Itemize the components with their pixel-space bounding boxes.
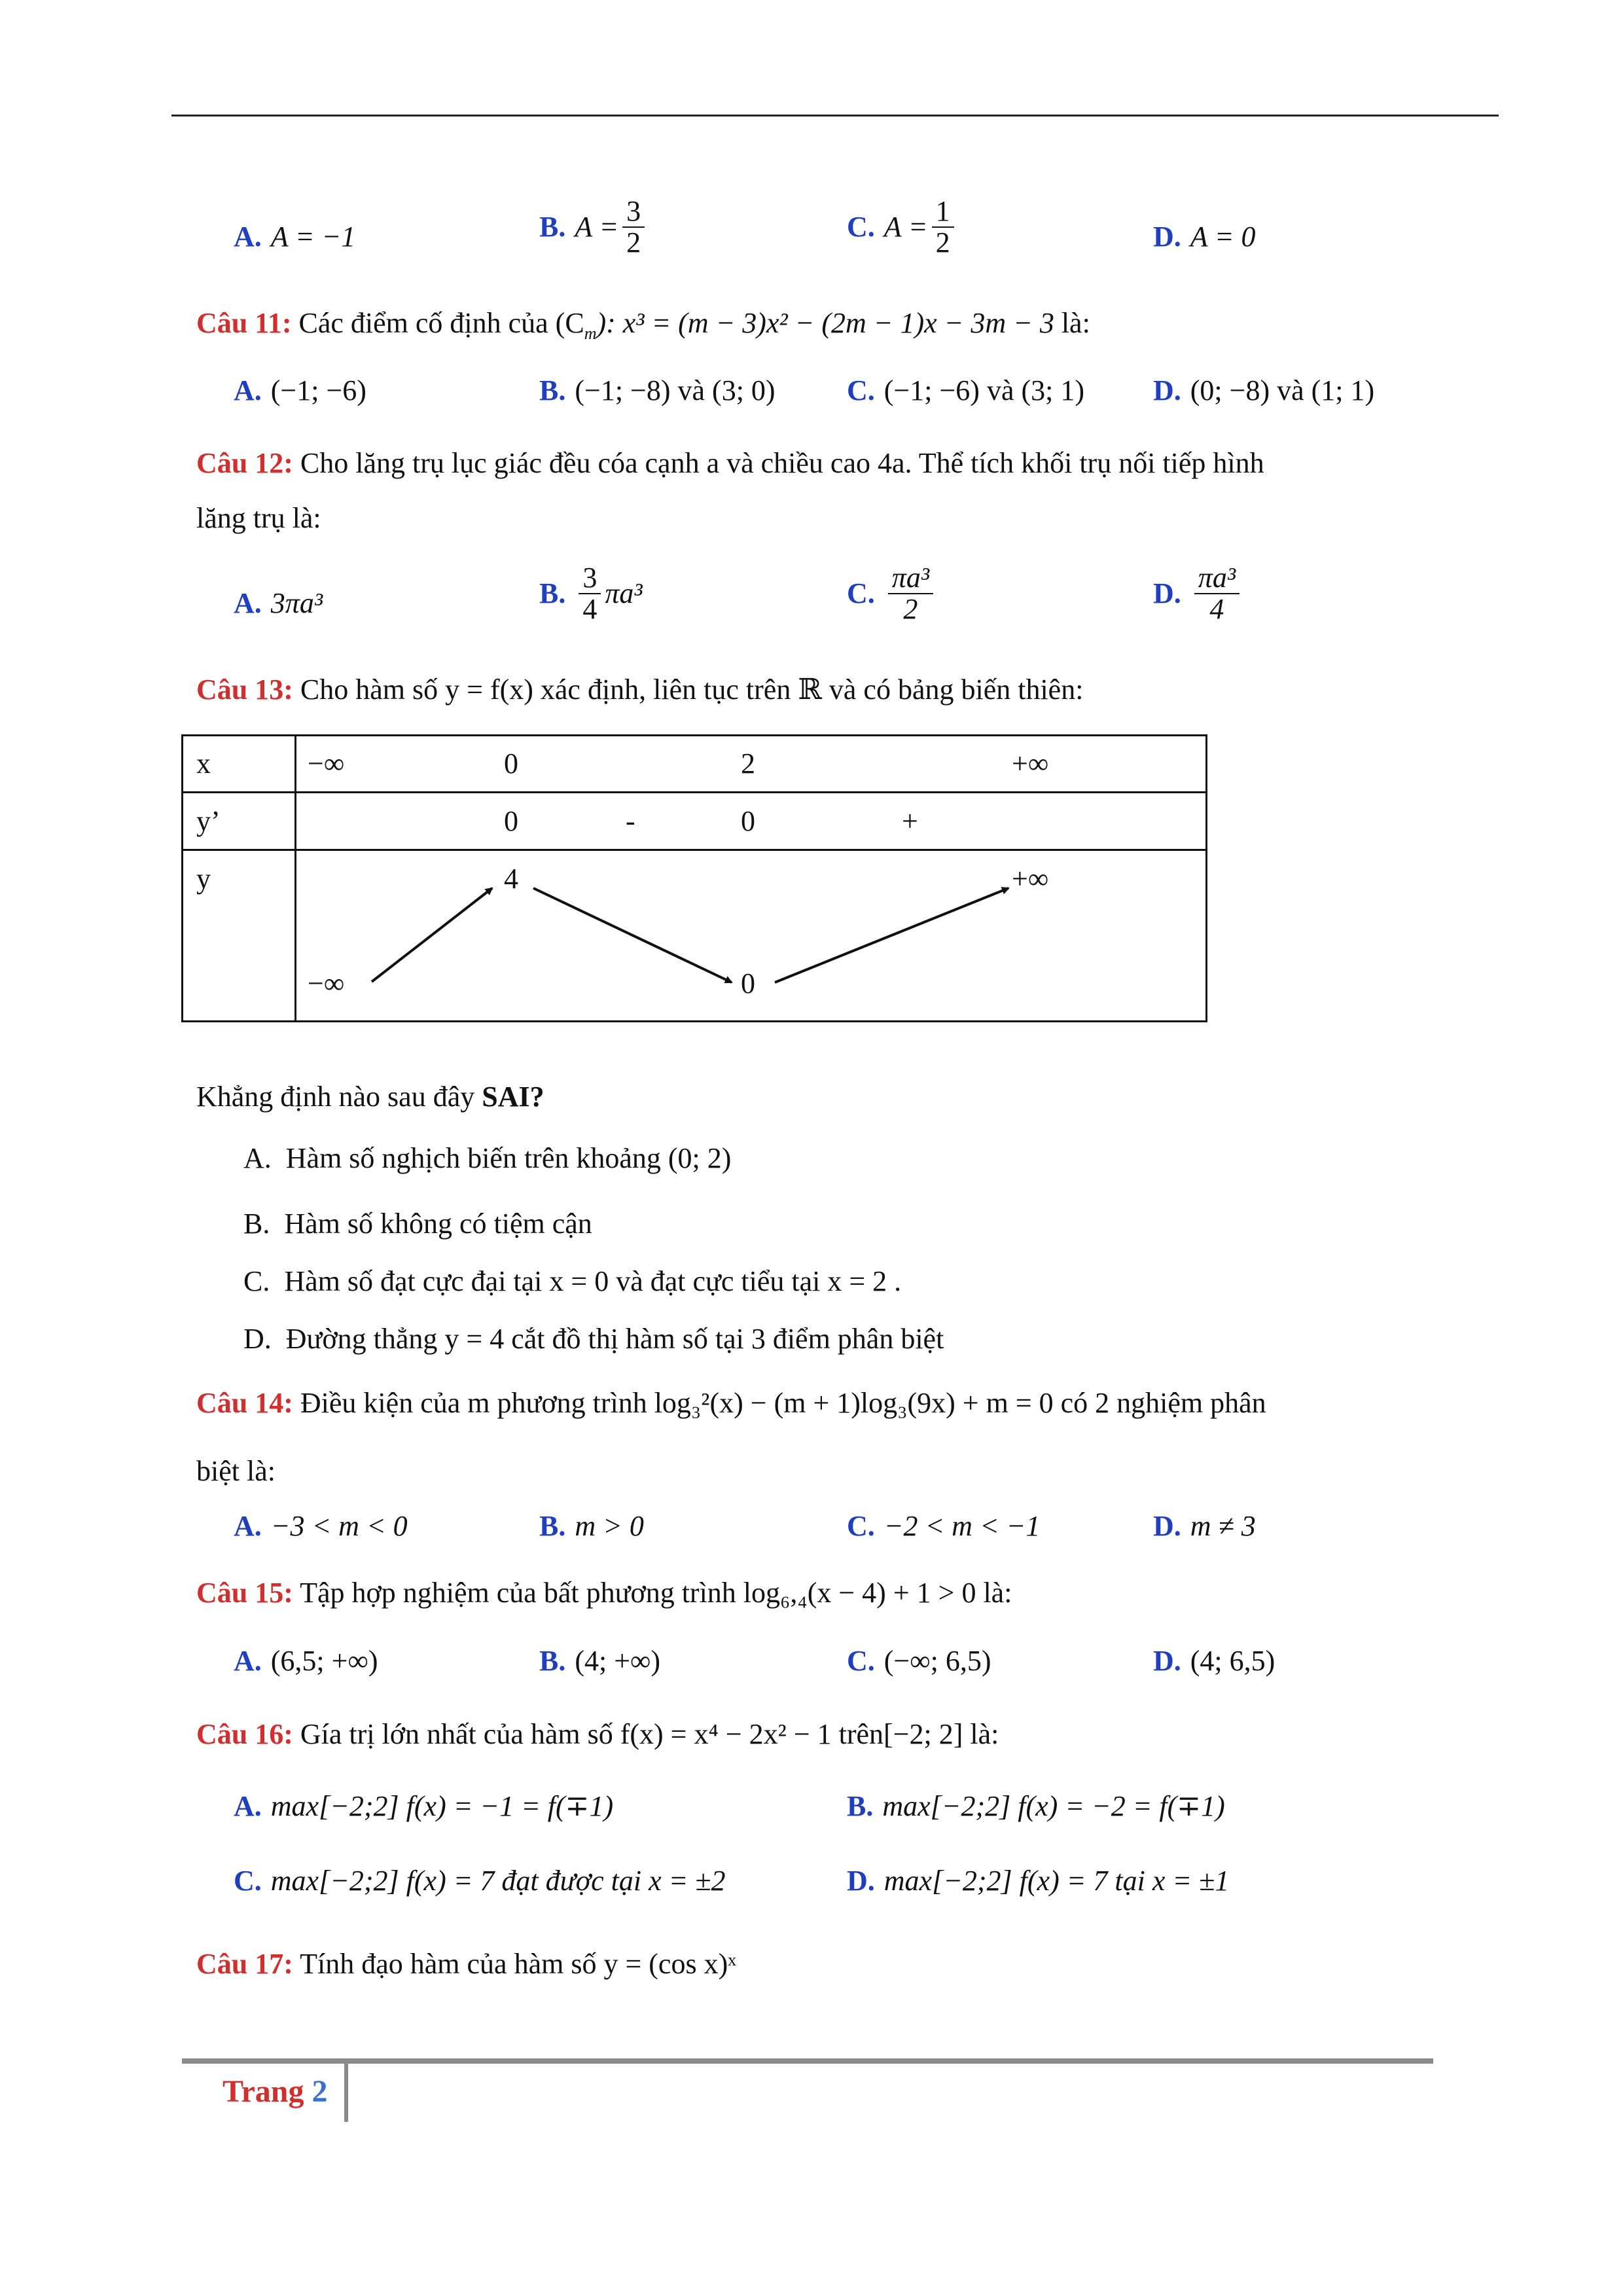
yprime-value: + xyxy=(902,805,918,837)
variation-arrows xyxy=(183,736,1205,1020)
yprime-value: 0 xyxy=(741,805,755,837)
q15-option-d[interactable]: D. (4; 6,5) xyxy=(1153,1645,1275,1677)
q17-stem: Câu 17: Tính đạo hàm của hàm số y = (cos x)ˣ xyxy=(196,1948,736,1980)
q15-option-a[interactable]: A. (6,5; +∞) xyxy=(234,1645,378,1677)
q13-statement-b[interactable]: B. Hàm số không có tiệm cận xyxy=(243,1208,592,1240)
q12-options xyxy=(0,562,1623,626)
table-row-label-x: x xyxy=(196,747,211,780)
q12-option-d[interactable]: D. $\frac{\text{πa³}}{4}$ xyxy=(1153,563,1243,624)
q14-stem-line1: Câu 14: Điều kiện của m phương trình log₃²(x) − (m + 1)log₃(9x) + m = 0 có 2 nghiệm phân xyxy=(196,1387,1266,1419)
x-value: 0 xyxy=(504,747,518,780)
q13-stem: Câu 13: Cho hàm số y = f(x) xác định, liên tục trên ℝ và có bảng biến thiên: xyxy=(196,673,1084,706)
yprime-value: 0 xyxy=(504,805,518,837)
y-start-value: −∞ xyxy=(308,967,345,999)
q16-option-d[interactable]: D. max[−2;2] f(x) = 7 tại x = ±1 xyxy=(847,1865,1230,1897)
q10-option-c[interactable]: C. A = $\frac{1}{2}$ xyxy=(847,196,958,258)
q14-options xyxy=(0,1512,1623,1564)
q14-option-d[interactable]: D. m ≠ 3 xyxy=(1153,1510,1256,1542)
q11-option-d[interactable]: D. (0; −8) và (1; 1) xyxy=(1153,374,1375,406)
footer-label: Trang xyxy=(223,2074,304,2109)
q11-stem: Câu 11: Các điểm cố định của $(C_m)$: x³ = (m − 3)x² − (2m − 1)x − 3m − 3 là: xyxy=(196,307,1090,343)
y-end-value: +∞ xyxy=(1012,863,1049,895)
q14-stem-line2: biệt là: xyxy=(196,1455,276,1487)
q12-option-a[interactable]: A. 3πa³ xyxy=(234,587,323,619)
q13-statement-c[interactable]: C. Hàm số đạt cực đại tại x = 0 và đạt cực tiểu tại x = 2 . xyxy=(243,1265,902,1297)
q10-options xyxy=(0,195,1623,259)
q12-option-b[interactable]: B. $\frac{3}{4}$ πa³ xyxy=(539,562,643,626)
y-max-value: 4 xyxy=(504,863,518,895)
footer-rule xyxy=(182,2058,1433,2064)
q11-option-a[interactable]: A. (−1; −6) xyxy=(234,374,366,406)
q16-option-c[interactable]: C. max[−2;2] f(x) = 7 đạt được tại x = ±2 xyxy=(234,1865,726,1897)
page-number: 2 xyxy=(312,2074,328,2109)
q16-stem: Câu 16: Gía trị lớn nhất của hàm số f(x) = x⁴ − 2x² − 1 trên[−2; 2] là: xyxy=(196,1718,999,1750)
q16-options-row1 xyxy=(0,1792,1623,1844)
q15-stem: Câu 15: Tập hợp nghiệm của bất phương trình log₆,₄(x − 4) + 1 > 0 là: xyxy=(196,1577,1012,1609)
q16-options-row2 xyxy=(0,1867,1623,1919)
y-min-value: 0 xyxy=(741,967,755,999)
q14-option-c[interactable]: C. −2 < m < −1 xyxy=(847,1510,1041,1542)
footer-divider xyxy=(344,2062,348,2122)
q16-option-a[interactable]: A. max[−2;2] f(x) = −1 = f(∓1) xyxy=(234,1790,614,1822)
variation-table xyxy=(181,734,1207,1022)
q10-option-a[interactable]: A. A = −1 xyxy=(234,221,356,253)
arrow-up-icon xyxy=(372,888,492,982)
q14-option-a[interactable]: A. −3 < m < 0 xyxy=(234,1510,408,1542)
x-value: +∞ xyxy=(1012,747,1049,780)
q12-stem-line2: lăng trụ là: xyxy=(196,502,321,534)
arrow-down-icon xyxy=(533,888,732,982)
q15-option-c[interactable]: C. (−∞; 6,5) xyxy=(847,1645,991,1677)
q13-statement-a[interactable]: A. Hàm số nghịch biến trên khoảng (0; 2) xyxy=(243,1142,732,1174)
q15-options xyxy=(0,1647,1623,1699)
x-value: −∞ xyxy=(308,747,345,780)
q10-option-b[interactable]: B. A = $\frac{3}{2}$ xyxy=(539,196,649,258)
table-row-label-yprime: y’ xyxy=(196,805,221,837)
q13-statement-d[interactable]: D. Đường thẳng y = 4 cắt đồ thị hàm số tại 3 điểm phân biệt xyxy=(243,1323,944,1355)
table-row-label-y: y xyxy=(196,863,211,895)
header-rule xyxy=(171,115,1499,117)
arrow-up-icon xyxy=(775,888,1008,982)
x-value: 2 xyxy=(741,747,755,780)
q16-option-b[interactable]: B. max[−2;2] f(x) = −2 = f(∓1) xyxy=(847,1790,1225,1822)
yprime-value: - xyxy=(626,805,635,837)
q12-stem-line1: Câu 12: Cho lăng trụ lục giác đều cóa cạnh a và chiều cao 4a. Thể tích khối trụ nối tiếp hình xyxy=(196,447,1264,479)
q12-option-c[interactable]: C. $\frac{\text{πa³}}{2}$ xyxy=(847,563,937,624)
q13-question: Khẳng định nào sau đây SAI? xyxy=(196,1081,544,1113)
q11-option-c[interactable]: C. (−1; −6) và (3; 1) xyxy=(847,374,1084,406)
q10-option-d[interactable]: D. A = 0 xyxy=(1153,221,1256,253)
page-footer xyxy=(223,2073,327,2109)
q11-option-b[interactable]: B. (−1; −8) và (3; 0) xyxy=(539,374,776,406)
q14-option-b[interactable]: B. m > 0 xyxy=(539,1510,644,1542)
q11-options xyxy=(0,376,1623,429)
q15-option-b[interactable]: B. (4; +∞) xyxy=(539,1645,661,1677)
